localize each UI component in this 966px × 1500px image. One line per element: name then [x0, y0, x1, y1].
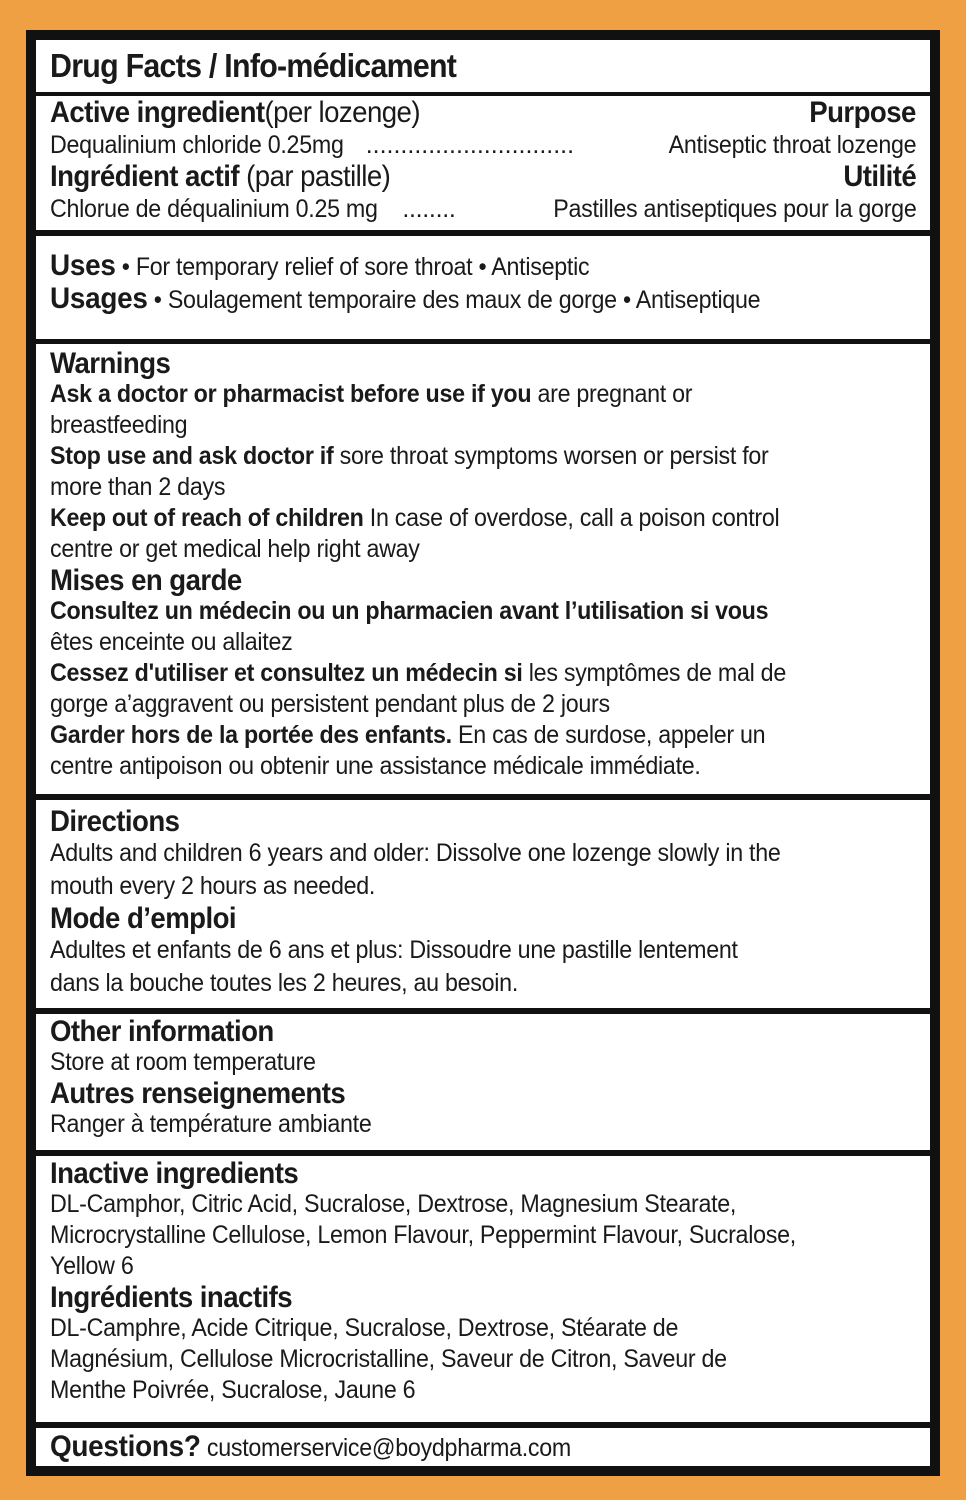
leader-dots-en: ..............................	[365, 131, 575, 159]
active-ingredient-fr: Chlorue de déqualinium 0.25 mg	[50, 195, 378, 223]
warning-fr-stop-text: les symptômes de mal de	[522, 659, 786, 687]
inactive-line1-fr: DL-Camphre, Acide Citrique, Sucralose, Dextrose, Stéarate de	[50, 1314, 679, 1342]
warnings-heading-fr: Mises en garde	[50, 564, 242, 597]
warning-fr-children-bold: Garder hors de la portée des enfants.	[50, 721, 452, 749]
active-purpose-en: Antiseptic throat lozenge	[668, 131, 916, 159]
warning-stop-bold: Stop use and ask doctor if	[50, 442, 334, 470]
warning-children-bold: Keep out of reach of children	[50, 504, 364, 532]
active-purpose-fr: Pastilles antiseptiques pour la gorge	[552, 195, 916, 223]
page-title: Drug Facts / Info-médicament	[50, 47, 457, 84]
uses-label-fr: Usages	[50, 282, 148, 315]
uses-line-en	[50, 250, 855, 283]
warning-fr-pregnant-text2: êtes enceinte ou allaitez	[50, 628, 293, 656]
other-info-heading-fr: Autres renseignements	[50, 1077, 346, 1110]
warning-fr-pregnant-bold: Consultez un médecin ou un pharmacien avant l’utilisation si vous	[50, 597, 769, 625]
active-row-en	[50, 130, 916, 160]
active-row-fr	[50, 194, 916, 224]
active-heading-fr-sub: (par pastille)	[246, 160, 391, 193]
leader-dots-fr: ........	[402, 195, 456, 223]
uses-text-en: • For temporary relief of sore throat • Antiseptic	[121, 253, 590, 281]
active-ingredient-section	[36, 96, 930, 230]
questions-section	[36, 1428, 930, 1466]
title-section	[36, 40, 930, 92]
active-ingredient-en: Dequalinium chloride 0.25mg	[50, 131, 344, 159]
active-heading-en-sub: (per lozenge)	[264, 96, 420, 129]
other-info-text-en: Store at room temperature	[50, 1048, 316, 1076]
inactive-heading-en: Inactive ingredients	[50, 1157, 299, 1190]
active-heading-fr: Ingrédient actif	[50, 160, 240, 193]
purpose-heading-en: Purpose	[809, 96, 916, 129]
active-heading-row-en	[50, 96, 916, 130]
inactive-line1-en: DL-Camphor, Citric Acid, Sucralose, Dextrose, Magnesium Stearate,	[50, 1190, 737, 1218]
uses-section	[36, 236, 930, 339]
uses-line-fr	[50, 283, 855, 316]
other-info-text-fr: Ranger à température ambiante	[50, 1110, 372, 1138]
warning-fr-stop-bold: Cessez d'utiliser et consultez un médecin si	[50, 659, 523, 687]
warning-children-text2: centre or get medical help right away	[50, 535, 420, 563]
active-heading-en: Active ingredient	[50, 96, 265, 129]
warning-pregnant-text2: breastfeeding	[50, 411, 188, 439]
inactive-line3-en: Yellow 6	[50, 1252, 134, 1280]
directions-section	[36, 800, 930, 1008]
directions-line2-en: mouth every 2 hours as needed.	[50, 872, 376, 900]
uses-text-fr: • Soulagement temporaire des maux de gorge • Antiseptique	[153, 286, 761, 314]
inactive-heading-fr: Ingrédients inactifs	[50, 1281, 293, 1314]
warning-stop-text2: more than 2 days	[50, 473, 226, 501]
other-info-section	[36, 1014, 930, 1150]
warning-pregnant-text: are pregnant or	[531, 380, 693, 408]
warnings-section	[36, 344, 930, 794]
inactive-section	[36, 1156, 930, 1422]
directions-line2-fr: dans la bouche toutes les 2 heures, au besoin.	[50, 969, 519, 997]
other-info-heading-en: Other information	[50, 1015, 274, 1048]
inactive-line3-fr: Menthe Poivrée, Sucralose, Jaune 6	[50, 1376, 416, 1404]
warnings-heading-en: Warnings	[50, 347, 171, 380]
active-heading-row-fr	[50, 160, 916, 194]
warning-fr-children-text: En cas de surdose, appeler un	[451, 721, 766, 749]
warning-pregnant-bold: Ask a doctor or pharmacist before use if you	[50, 380, 532, 408]
directions-line1-fr: Adultes et enfants de 6 ans et plus: Dissoudre une pastille lentement	[50, 936, 738, 964]
warning-children-text: In case of overdose, call a poison control	[363, 504, 780, 532]
directions-heading-fr: Mode d’emploi	[50, 902, 237, 935]
directions-heading-en: Directions	[50, 805, 180, 838]
inactive-line2-en: Microcrystalline Cellulose, Lemon Flavour, Peppermint Flavour, Sucralose,	[50, 1221, 796, 1249]
directions-line1-en: Adults and children 6 years and older: Dissolve one lozenge slowly in the	[50, 839, 781, 867]
drug-facts-panel	[26, 30, 940, 1476]
inactive-line2-fr: Magnésium, Cellulose Microcristalline, Saveur de Citron, Saveur de	[50, 1345, 727, 1373]
warning-fr-children-text2: centre antipoison ou obtenir une assistance médicale immédiate.	[50, 752, 701, 780]
warning-fr-stop-text2: gorge a’aggravent ou persistent pendant plus de 2 jours	[50, 690, 610, 718]
warning-stop-text: sore throat symptoms worsen or persist for	[333, 442, 769, 470]
questions-email[interactable]: customerservice@boydpharma.com	[206, 1434, 571, 1462]
purpose-heading-fr: Utilité	[843, 160, 916, 193]
uses-label-en: Uses	[50, 249, 116, 282]
questions-label: Questions?	[50, 1430, 201, 1463]
